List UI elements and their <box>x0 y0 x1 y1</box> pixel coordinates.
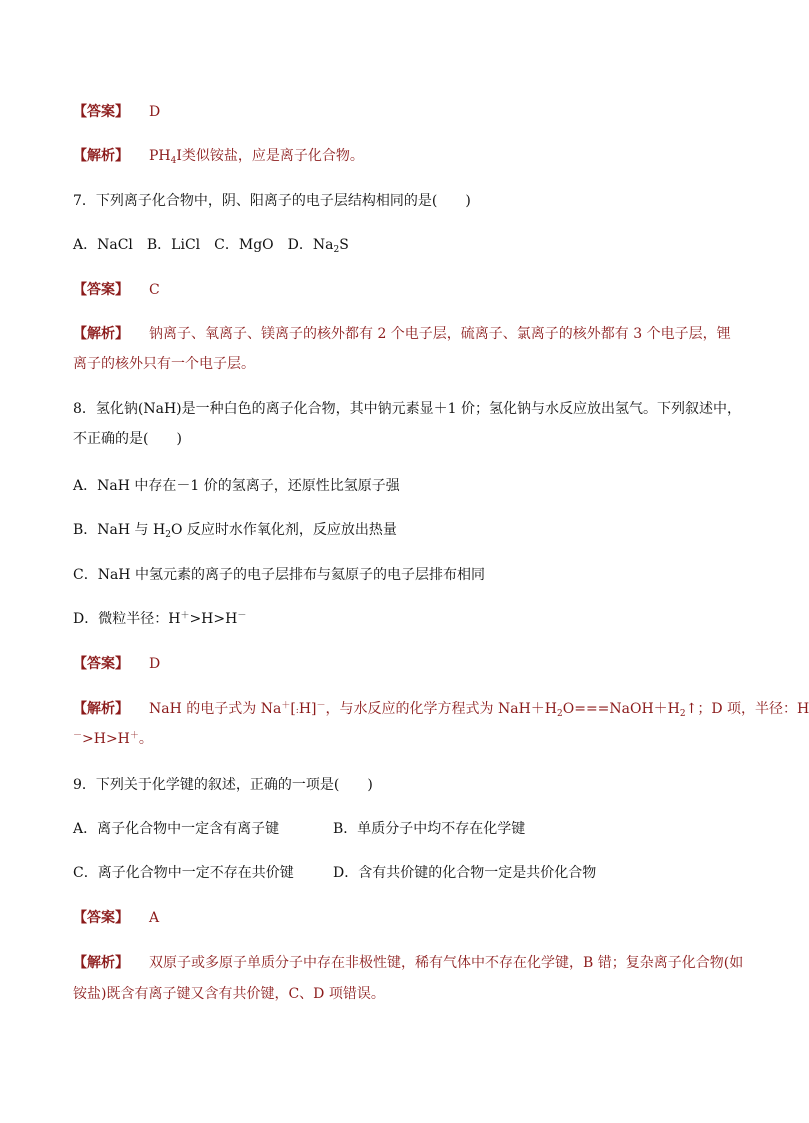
question-8-option-a: A．NaH 中存在－1 价的氢离子，还原性比氢原子强 <box>73 478 400 494</box>
answer-value: C <box>149 282 160 298</box>
analysis-label: 【解析】 <box>73 701 129 717</box>
analysis-line-q6 <box>73 145 753 167</box>
analysis-line-q7-cont: 离子的核外只有一个电子层。 <box>73 356 255 372</box>
answer-line-q8 <box>73 653 753 675</box>
question-9-option-a: A．离子化合物中一定含有离子键 <box>73 821 280 837</box>
answer-value: D <box>149 656 161 672</box>
question-9-options-row1 <box>73 818 753 840</box>
answer-line-q7 <box>73 279 753 301</box>
analysis-text: 双原子或多原子单质分子中存在非极性键，稀有气体中不存在化学键，B 错；复杂离子化合物(如 <box>149 955 744 971</box>
question-8-option-b: B．NaH 与 $H_2O$ 反应时水作氧化剂，反应放出热量 <box>73 522 397 540</box>
analysis-label: 【解析】 <box>73 955 129 971</box>
question-9-option-d: D．含有共价键的化合物一定是共价化合物 <box>333 865 597 881</box>
analysis-text: $PH_4I$类似铵盐，应是离子化合物。 <box>149 148 364 166</box>
question-9-options-row2 <box>73 862 753 884</box>
analysis-line-q7 <box>73 323 753 345</box>
question-8-option-d: D．微粒半径：H＋>H>H－ <box>73 611 247 627</box>
question-8-stem: 8．氢化钠(NaH)是一种白色的离子化合物，其中钠元素显＋1 价；氢化钠与水反应放出氢气。下列叙述中， <box>73 401 741 417</box>
analysis-line-q9-cont: 铵盐)既含有离子键又含有共价键，C、D 项错误。 <box>73 986 385 1002</box>
analysis-label: 【解析】 <box>73 326 129 342</box>
answer-line-q9 <box>73 907 753 929</box>
answer-line-q6 <box>73 101 753 123</box>
answer-label: 【答案】 <box>73 910 129 926</box>
answer-value: D <box>149 104 161 120</box>
answer-label: 【答案】 <box>73 282 129 298</box>
analysis-text: 钠离子、氧离子、镁离子的核外都有 2 个电子层，硫离子、氯离子的核外都有 3 个电子层，锂 <box>149 326 731 342</box>
answer-label: 【答案】 <box>73 104 129 120</box>
analysis-line-q9 <box>73 952 753 974</box>
analysis-line-q8 <box>73 698 809 722</box>
answer-value: A <box>149 910 160 926</box>
question-9-option-b: B．单质分子中均不存在化学键 <box>333 821 526 837</box>
analysis-line-q8-cont: －>H>H＋。 <box>73 731 153 747</box>
question-9-option-c: C．离子化合物中一定不存在共价键 <box>73 865 294 881</box>
question-8-stem-cont: 不正确的是( ) <box>73 431 182 447</box>
question-9-stem: 9．下列关于化学键的叙述，正确的一项是( ) <box>73 777 373 793</box>
answer-label: 【答案】 <box>73 656 129 672</box>
question-8-option-c: C．NaH 中氢元素的离子的电子层排布与氦原子的电子层排布相同 <box>73 567 485 583</box>
analysis-text: NaH 的电子式为 Na＋[:H]－，与水反应的化学方程式为 $NaH+H_2O===NaOH+H_2↑$；D 项，半径：H <box>149 701 809 719</box>
analysis-label: 【解析】 <box>73 148 129 164</box>
question-7-options: A．NaCl B．LiCl C．MgO D．$Na_2S$ <box>73 237 349 255</box>
question-7-stem: 7．下列离子化合物中，阴、阳离子的电子层结构相同的是( ) <box>73 193 471 209</box>
